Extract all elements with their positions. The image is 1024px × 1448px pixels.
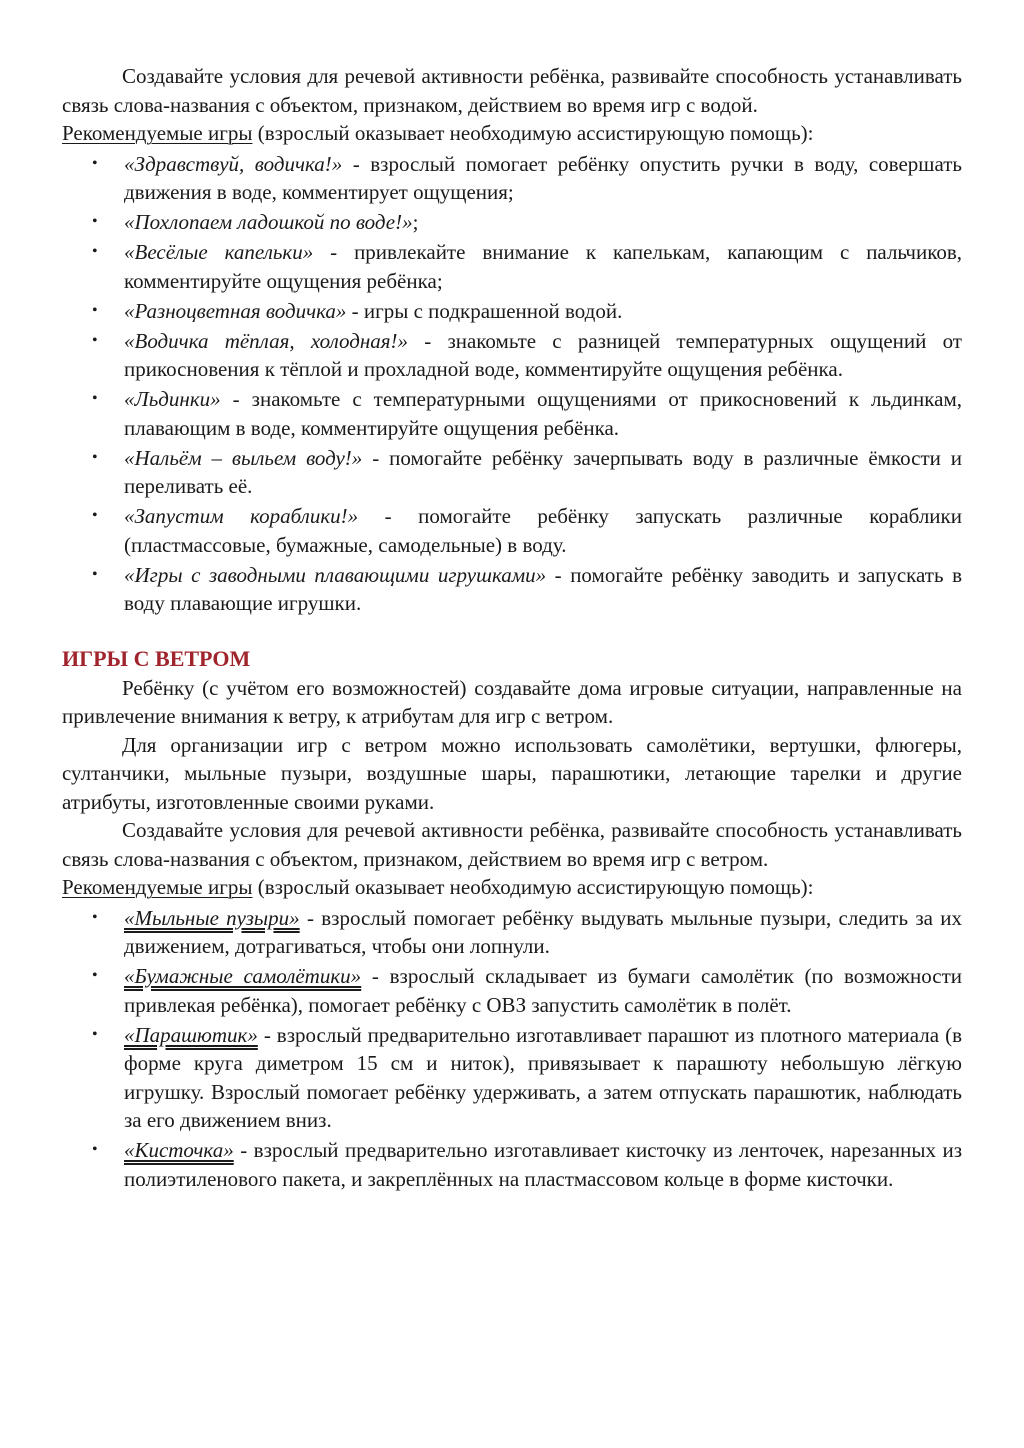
list-item (92, 150, 962, 207)
game-description: - помогайте ребёнку зачерпывать воду в различные ёмкости и переливать её. (124, 445, 963, 498)
list-item (92, 962, 963, 1019)
wind-paragraph: Создавайте условия для речевой активности ребёнка, развивайте способность устанавливать связь слова-названия с объектом, признаком, действием во время игр с ветром. (62, 818, 962, 871)
game-description: - взрослый помогает ребёнку опустить ручки в воду, совершать движения в воде, комментирует ощущения; (124, 151, 962, 204)
water-recommended-label: Рекомендуемые игры (62, 121, 253, 145)
list-item (92, 904, 962, 961)
list-item (92, 444, 963, 501)
water-games-list (62, 150, 962, 618)
wind-games-list (62, 904, 962, 1194)
game-description: ; (412, 210, 419, 234)
game-description: - знакомьте с температурными ощущениями от прикосновений к льдинкам, плавающим в воде, комментируйте ощущения ребёнка. (124, 387, 962, 440)
game-title: «Игры с заводными плавающими игрушками» (124, 562, 547, 587)
wind-games-section (62, 644, 962, 1194)
game-title: «Разноцветная водичка» (124, 298, 347, 323)
game-description: - взрослый складывает из бумаги самолётик (по возможности привлекая ребёнка), помогает ребёнку с ОВЗ запустить самолётик в полёт. (124, 964, 963, 1017)
list-item (92, 297, 962, 326)
list-item (92, 238, 962, 295)
wind-recommended-line (62, 873, 962, 902)
wind-paragraph: Для организации игр с ветром можно использовать самолётики, вертушки, флюгеры, султанчики, мыльные пузыри, воздушные шары, парашютики, летающие тарелки и другие атрибуты, изготовленные своими руками. (62, 732, 962, 814)
bullet-icon: • (92, 1025, 98, 1043)
water-recommended-line (62, 119, 962, 148)
bullet-icon: • (92, 967, 98, 984)
list-item (92, 1136, 962, 1193)
game-title: «Нальём – выльем воду!» (124, 445, 363, 470)
game-title: «Запустим кораблики!» (124, 504, 359, 528)
game-title: «Льдинки» (124, 387, 221, 411)
document-page (62, 62, 962, 1195)
game-title: «Кисточка» (124, 1138, 234, 1162)
bullet-icon: • (92, 565, 98, 583)
wind-recommended-label: Рекомендуемые игры (62, 875, 253, 899)
bullet-icon: • (92, 448, 98, 466)
list-item (92, 208, 962, 237)
water-recommended-note: (взрослый оказывает необходимую ассистирующую помощь): (252, 121, 814, 145)
water-games-section (62, 62, 962, 618)
section-heading: ИГРЫ С ВЕТРОМ (62, 645, 251, 671)
game-title: «Водичка тёплая, холодная!» (124, 328, 409, 353)
list-item (92, 327, 962, 384)
bullet-icon: • (92, 507, 98, 524)
game-title: «Весёлые капельки» (124, 240, 314, 264)
game-title: «Мыльные пузыри» (124, 905, 300, 930)
bullet-icon: • (92, 390, 98, 407)
game-title: «Здравствуй, водичка!» (124, 151, 343, 176)
list-item (92, 502, 962, 559)
game-description: - взрослый предварительно изготавливает парашют из плотного материала (в форме круга диметром 15 см и ниток), привязывает к парашюту небольшую лёгкую игрушку. Взрослый помогает ребёнку удерживать, а затем отпускать парашютик, наблюдать за его движением вниз. (124, 1022, 962, 1132)
wind-recommended-note: (взрослый оказывает необходимую ассистирующую помощь): (252, 875, 814, 899)
list-item (92, 561, 962, 618)
game-description: - взрослый предварительно изготавливает кисточку из ленточек, нарезанных из полиэтиленового пакета, и закреплённых на пластмассовом кольце в форме кисточки. (124, 1138, 962, 1191)
game-title: «Бумажные самолётики» (124, 964, 362, 988)
game-description: - игры с подкрашенной водой. (346, 298, 623, 323)
bullet-icon: • (92, 331, 98, 349)
bullet-icon: • (92, 1141, 98, 1158)
game-description: - взрослый помогает ребёнку выдувать мыльные пузыри, следить за их движением, дотрагиваться, чтобы они лопнули. (124, 905, 962, 958)
bullet-icon: • (92, 213, 98, 230)
game-description: - привлекайте внимание к капелькам, капающим с пальчиков, комментируйте ощущения ребёнка; (124, 240, 962, 293)
bullet-icon: • (92, 243, 98, 260)
bullet-icon: • (92, 301, 98, 319)
game-description: - помогайте ребёнку запускать различные кораблики (пластмассовые, бумажные, самодельные) в воду. (124, 504, 962, 557)
game-description: - помогайте ребёнку заводить и запускать в воду плавающие игрушки. (124, 562, 962, 615)
game-description: - знакомьте с разницей температурных ощущений от прикосновения к тёплой и прохладной воде, комментируйте ощущения ребёнка. (124, 328, 962, 381)
wind-paragraph: Ребёнку (с учётом его возможностей) создавайте дома игровые ситуации, направленные на привлечение внимания к ветру, к атрибутам для игр с ветром. (62, 675, 962, 728)
bullet-icon: • (92, 154, 98, 172)
list-item (92, 1021, 962, 1135)
game-title: «Похлопаем ладошкой по воде!» (124, 210, 413, 234)
game-title: «Парашютик» (124, 1022, 258, 1047)
bullet-icon: • (92, 908, 98, 926)
water-intro-paragraph: Создавайте условия для речевой активности ребёнка, развивайте способность устанавливать связь слова-названия с объектом, признаком, действием во время игр с водой. (62, 64, 962, 117)
list-item (92, 385, 962, 442)
